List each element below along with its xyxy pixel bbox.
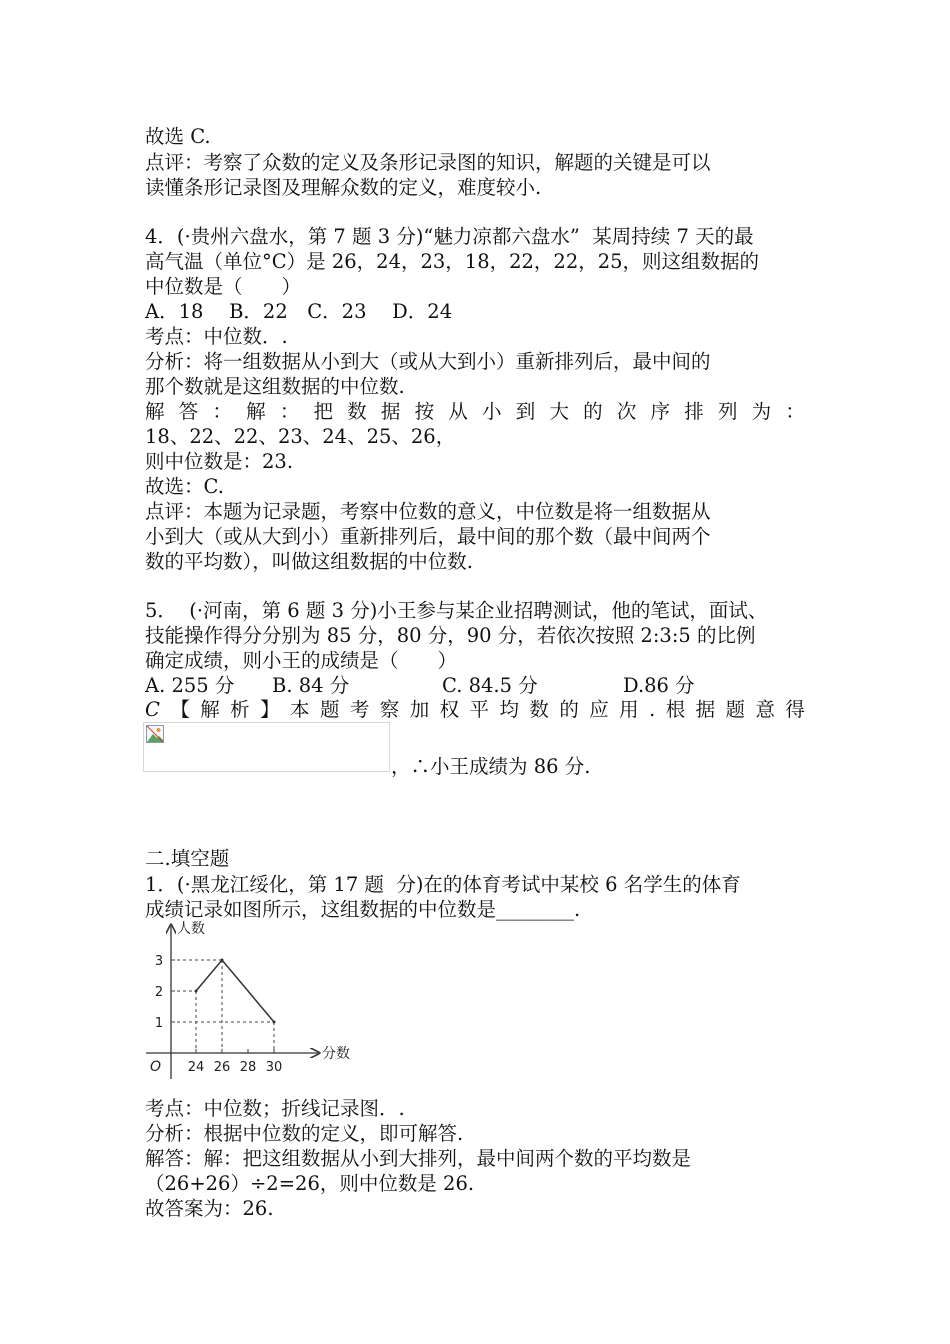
q5-option-a: A. 255 分: [145, 674, 235, 697]
q4-solution-char: 数: [347, 400, 367, 423]
q5-explain-char: 意: [755, 698, 775, 721]
s2-solution-line1: 解答：解：把这组数据从小到大排列，最中间两个数的平均数是: [145, 1147, 692, 1170]
q4-solution-char: 排: [684, 400, 704, 423]
q4-solution-char: 列: [717, 400, 738, 423]
q5-explain-char: 加: [409, 698, 430, 721]
q5-explain-char: 析: [230, 698, 250, 721]
q5-explain-char: 察: [379, 698, 400, 721]
q5-explain-char: 用: [619, 698, 639, 721]
q4-solution-char: 答: [178, 400, 199, 423]
q5-explain-char: C: [145, 698, 160, 721]
q4-solution-char: 次: [616, 400, 637, 423]
y-tick-label: 1: [154, 1016, 164, 1031]
x-axis-label: 分数: [322, 1046, 350, 1062]
q5-explain-char: 【: [170, 698, 190, 721]
data-point: [221, 959, 224, 962]
q4-stem-line1: 4．(·贵州六盘水，第 7 题 3 分)“魅力凉都六盘水” 某周持续 7 天的最: [145, 225, 754, 248]
q4-solution-char: 从: [448, 400, 468, 423]
q5-explain-char: 数: [529, 698, 549, 721]
q5-explain-char: 权: [439, 698, 460, 721]
q4-analysis-line2: 那个数就是这组数据的中位数.: [145, 375, 405, 398]
q5-explain-char: 据: [695, 698, 716, 721]
q3-answer: 故选 C.: [145, 125, 211, 148]
series-line: [196, 960, 274, 1022]
s2-point: 考点：中位数；折线记录图．.: [145, 1097, 405, 1120]
q4-solution-line3: 则中位数是：23.: [145, 450, 294, 473]
q4-solution-char: ：: [785, 400, 805, 423]
q4-solution-char: 为: [751, 400, 772, 423]
q5-explain-char: 平: [469, 698, 490, 721]
q5-explain-char: 】: [260, 698, 280, 721]
q4-solution-char: 据: [380, 400, 401, 423]
s2-q1-line2: 成绩记录如图所示，这组数据的中位数是________.: [145, 898, 581, 921]
q4-comment-line1: 点评：本题为记录题，考察中位数的意义，中位数是将一组数据从: [145, 500, 711, 523]
q5-explain-line: [145, 697, 805, 722]
q4-comment-line3: 数的平均数），叫做这组数据的中位数.: [145, 550, 473, 573]
q4-solution-char: ：: [279, 400, 300, 423]
q4-solution-char: 解: [145, 400, 165, 423]
q5-option-d: D.86 分: [623, 674, 695, 697]
q4-answer: 故选：C.: [145, 475, 224, 498]
q4-solution-char: 把: [313, 400, 334, 423]
s2-q1-line1: 1．(·黑龙江绥化，第 17 题 分)在的体育考试中某校 6 名学生的体育: [145, 873, 741, 896]
formula-image-placeholder: [143, 722, 390, 772]
x-tick-label: 24: [187, 1060, 205, 1075]
q5-option-b: B. 84 分: [272, 674, 350, 697]
y-tick-label: 3: [154, 954, 164, 969]
q5-option-c: C. 84.5 分: [442, 674, 538, 697]
origin-label: O: [150, 1059, 162, 1075]
q4-solution-char: 小: [482, 400, 502, 423]
broken-image-icon: [146, 725, 164, 743]
q4-solution-line2: 18、22、22、23、24、25、26，: [145, 425, 456, 448]
q5-stem-line3: 确定成绩，则小王的成绩是（ ）: [145, 649, 458, 672]
q5-explain-char: 题: [319, 698, 340, 721]
q5-explain-char: 解: [200, 698, 220, 721]
q4-solution-char: 到: [515, 400, 536, 423]
q5-conclusion: ，∴小王成绩为 86 分.: [391, 755, 591, 778]
x-tick-label: 30: [265, 1060, 283, 1075]
q3-comment-line2: 读懂条形记录图及理解众数的定义，难度较小.: [145, 176, 542, 199]
q4-point: 考点：中位数．.: [145, 325, 288, 348]
q5-explain-char: 应: [589, 698, 609, 721]
y-axis-label: 人数: [177, 921, 205, 937]
q4-stem-line2: 高气温（单位°C）是 26，24，23，18，22，22，25，则这组数据的: [145, 250, 760, 273]
data-point: [273, 1021, 276, 1024]
score-line-chart: [140, 918, 370, 1086]
q5-explain-char: 题: [725, 698, 746, 721]
q4-solution-char: ：: [212, 400, 232, 423]
q4-stem-line3: 中位数是（ ）: [145, 275, 302, 298]
x-tick-label: 26: [213, 1060, 231, 1075]
q5-stem-line1: 5． (·河南，第 6 题 3 分)小王参与某企业招聘测试，他的笔试，面试、: [145, 599, 768, 622]
s2-analysis: 分析：根据中位数的定义，即可解答.: [145, 1122, 464, 1145]
section2-heading: 二.填空题: [145, 847, 230, 870]
q5-explain-char: 均: [499, 698, 519, 721]
q5-explain-char: 本: [290, 698, 310, 721]
data-point: [195, 990, 198, 993]
q4-analysis-line1: 分析：将一组数据从小到大（或从大到小）重新排列后，最中间的: [145, 350, 711, 373]
q4-solution-line1: [145, 399, 805, 424]
q5-explain-char: .: [649, 698, 656, 721]
s2-answer: 故答案为：26.: [145, 1197, 274, 1220]
q4-solution-char: 大: [549, 400, 569, 423]
s2-solution-line2: （26+26）÷2=26，则中位数是 26.: [145, 1172, 475, 1195]
q4-options: A．18 B．22 C．23 D．24: [145, 300, 453, 323]
q5-explain-char: 的: [559, 698, 579, 721]
q4-solution-char: 解: [246, 400, 266, 423]
q5-explain-char: 根: [665, 698, 686, 721]
q5-explain-char: 得: [785, 698, 805, 721]
q4-comment-line2: 小到大（或从大到小）重新排列后，最中间的那个数（最中间两个: [145, 525, 711, 548]
q4-solution-char: 的: [583, 400, 603, 423]
q4-solution-char: 序: [650, 400, 671, 423]
y-tick-label: 2: [154, 985, 164, 1000]
x-tick-label: 28: [239, 1060, 257, 1075]
q3-comment-line1: 点评：考察了众数的定义及条形记录图的知识，解题的关键是可以: [145, 151, 711, 174]
q4-solution-char: 按: [414, 400, 435, 423]
q5-explain-char: 考: [349, 698, 370, 721]
q5-stem-line2: 技能操作得分分别为 85 分，80 分，90 分，若依次按照 2:3:5 的比例: [145, 624, 756, 647]
